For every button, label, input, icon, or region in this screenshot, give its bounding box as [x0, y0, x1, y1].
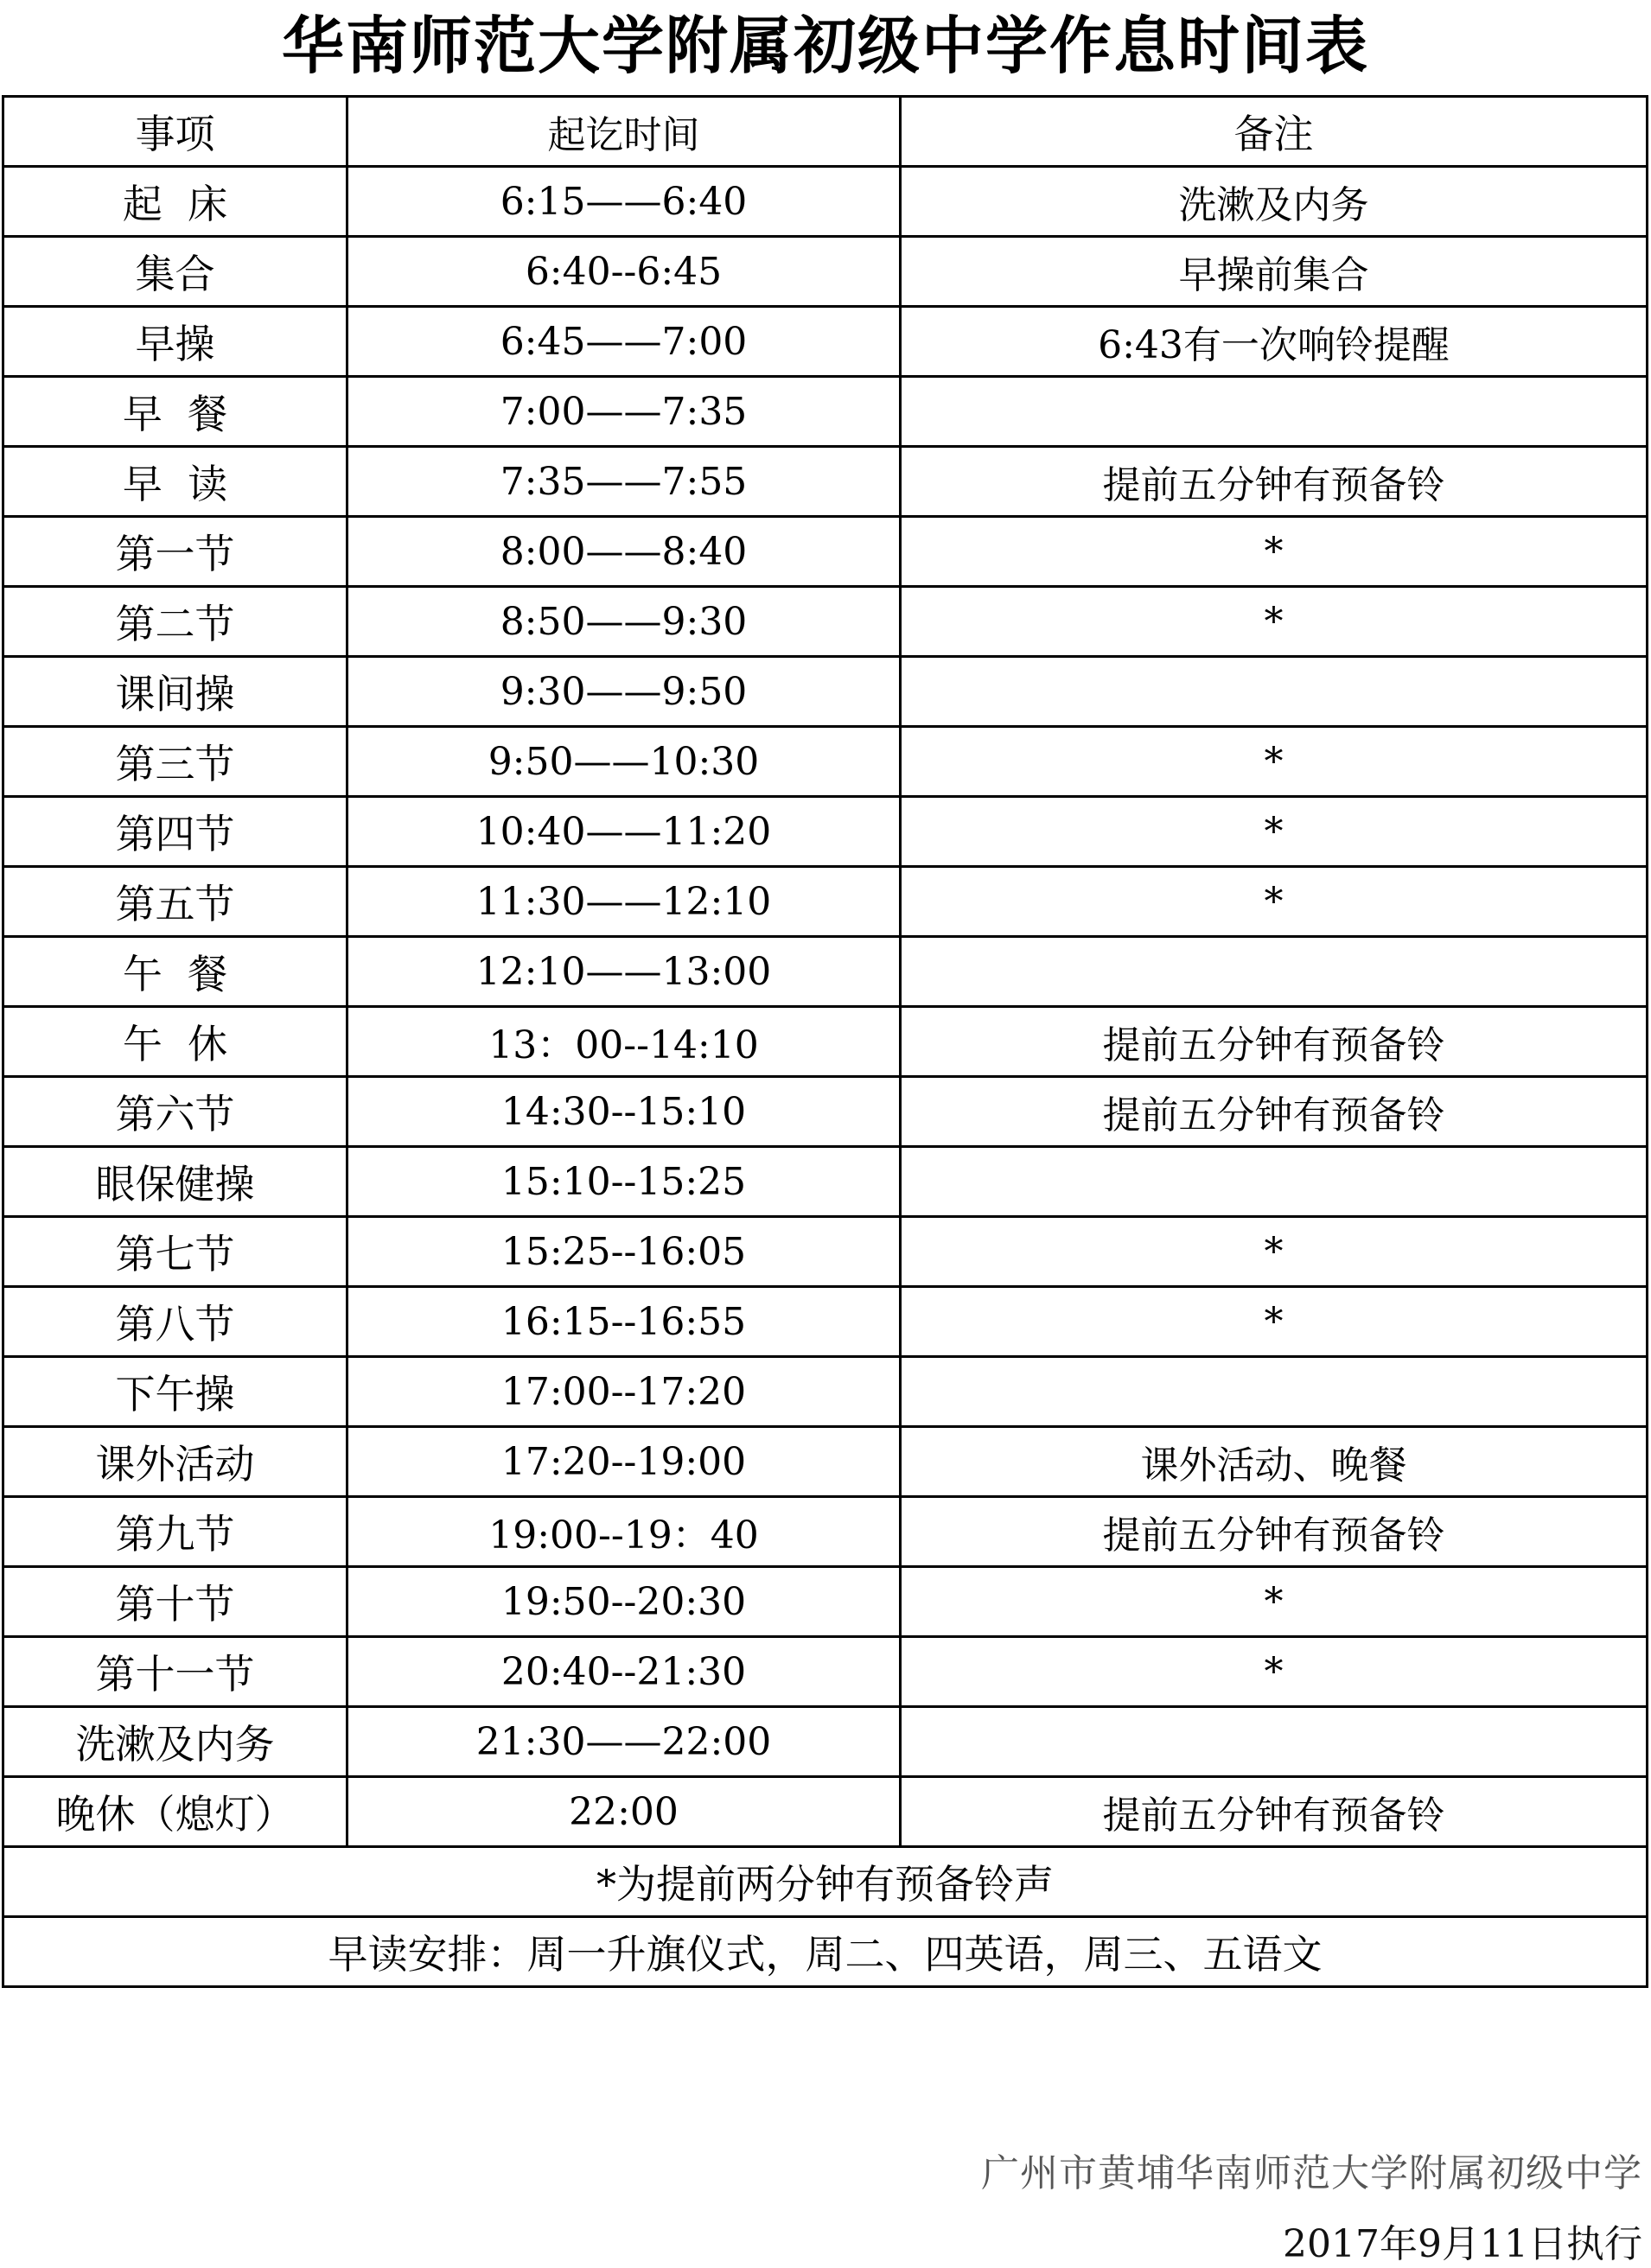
- table-header-row: [3, 97, 1648, 167]
- cell-time: 20:40--21:30: [347, 1637, 901, 1707]
- cell-note: 提前五分钟有预备铃: [901, 447, 1648, 517]
- cell-time: 8:50——9:30: [347, 587, 901, 657]
- cell-time: 7:35——7:55: [347, 447, 901, 517]
- header-item: 事项: [3, 97, 347, 167]
- cell-item: 第二节: [3, 587, 347, 657]
- footer-date: 2017年9月11日执行: [1283, 2222, 1642, 2266]
- table-row: [3, 1567, 1648, 1637]
- cell-note: 6:43有一次响铃提醒: [901, 307, 1648, 377]
- header-time: 起讫时间: [347, 97, 901, 167]
- table-row: [3, 797, 1648, 867]
- cell-item: 早 读: [3, 447, 347, 517]
- cell-item: 起 床: [3, 167, 347, 237]
- note-row: [3, 1917, 1648, 1987]
- note-row: [3, 1847, 1648, 1917]
- cell-time: 22:00: [347, 1777, 901, 1847]
- schedule-table: [2, 95, 1648, 1988]
- cell-note: [901, 1147, 1648, 1217]
- cell-note: *: [901, 1217, 1648, 1287]
- cell-note: 课外活动、晚餐: [901, 1427, 1648, 1497]
- cell-note: 提前五分钟有预备铃: [901, 1497, 1648, 1567]
- table-row: [3, 447, 1648, 517]
- cell-note: *: [901, 1287, 1648, 1357]
- cell-item: 午 餐: [3, 937, 347, 1007]
- cell-note: [901, 377, 1648, 447]
- cell-note: 提前五分钟有预备铃: [901, 1777, 1648, 1847]
- cell-time: 12:10——13:00: [347, 937, 901, 1007]
- cell-time: 8:00——8:40: [347, 517, 901, 587]
- cell-item: 午 休: [3, 1007, 347, 1077]
- cell-time: 10:40——11:20: [347, 797, 901, 867]
- cell-item: 早 餐: [3, 377, 347, 447]
- table-row: [3, 867, 1648, 937]
- cell-item: 第四节: [3, 797, 347, 867]
- cell-time: 17:20--19:00: [347, 1427, 901, 1497]
- cell-time: 16:15--16:55: [347, 1287, 901, 1357]
- cell-item: 晚休（熄灯）: [3, 1777, 347, 1847]
- cell-note: 提前五分钟有预备铃: [901, 1007, 1648, 1077]
- table-row: [3, 587, 1648, 657]
- cell-note: *: [901, 797, 1648, 867]
- cell-item: 第六节: [3, 1077, 347, 1147]
- table-row: [3, 1007, 1648, 1077]
- cell-note: *: [901, 1567, 1648, 1637]
- cell-note: *: [901, 587, 1648, 657]
- cell-item: 第八节: [3, 1287, 347, 1357]
- cell-time: 6:40--6:45: [347, 237, 901, 307]
- table-row: [3, 657, 1648, 727]
- cell-item: 课间操: [3, 657, 347, 727]
- cell-time: 15:10--15:25: [347, 1147, 901, 1217]
- cell-note: *: [901, 867, 1648, 937]
- table-row: [3, 1077, 1648, 1147]
- cell-note: 洗漱及内务: [901, 167, 1648, 237]
- cell-item: 洗漱及内务: [3, 1707, 347, 1777]
- table-row: [3, 1357, 1648, 1427]
- cell-time: 19:50--20:30: [347, 1567, 901, 1637]
- cell-item: 第七节: [3, 1217, 347, 1287]
- cell-time: 15:25--16:05: [347, 1217, 901, 1287]
- footer-school: 广州市黄埔华南师范大学附属初级中学: [981, 2151, 1642, 2195]
- table-row: [3, 1497, 1648, 1567]
- table-row: [3, 1287, 1648, 1357]
- table-row: [3, 937, 1648, 1007]
- cell-item: 下午操: [3, 1357, 347, 1427]
- cell-time: 17:00--17:20: [347, 1357, 901, 1427]
- cell-time: 13：00--14:10: [347, 1007, 901, 1077]
- table-row: [3, 1777, 1648, 1847]
- cell-item: 第十一节: [3, 1637, 347, 1707]
- cell-time: 7:00——7:35: [347, 377, 901, 447]
- cell-time: 14:30--15:10: [347, 1077, 901, 1147]
- cell-time: 9:30——9:50: [347, 657, 901, 727]
- cell-time: 19:00--19：40: [347, 1497, 901, 1567]
- cell-item: 第十节: [3, 1567, 347, 1637]
- table-row: [3, 727, 1648, 797]
- cell-time: 11:30——12:10: [347, 867, 901, 937]
- cell-item: 早操: [3, 307, 347, 377]
- cell-note: [901, 1357, 1648, 1427]
- cell-note: [901, 1707, 1648, 1777]
- table-row: [3, 1147, 1648, 1217]
- cell-time: 6:15——6:40: [347, 167, 901, 237]
- cell-note: 提前五分钟有预备铃: [901, 1077, 1648, 1147]
- cell-item: 第五节: [3, 867, 347, 937]
- cell-note: *: [901, 517, 1648, 587]
- table-row: [3, 1707, 1648, 1777]
- table-row: [3, 1637, 1648, 1707]
- page-title: 华南师范大学附属初级中学作息时间表: [281, 10, 1369, 82]
- table-row: [3, 377, 1648, 447]
- cell-time: 6:45——7:00: [347, 307, 901, 377]
- cell-item: 第三节: [3, 727, 347, 797]
- cell-note: *: [901, 1637, 1648, 1707]
- cell-item: 眼保健操: [3, 1147, 347, 1217]
- table-row: [3, 167, 1648, 237]
- note-prebell: *为提前两分钟有预备铃声: [3, 1847, 1648, 1917]
- cell-item: 集合: [3, 237, 347, 307]
- cell-time: 21:30——22:00: [347, 1707, 901, 1777]
- table-row: [3, 1427, 1648, 1497]
- header-note: 备注: [901, 97, 1648, 167]
- table-row: [3, 307, 1648, 377]
- cell-note: [901, 657, 1648, 727]
- cell-time: 9:50——10:30: [347, 727, 901, 797]
- cell-note: [901, 937, 1648, 1007]
- table-row: [3, 517, 1648, 587]
- cell-item: 第一节: [3, 517, 347, 587]
- cell-note: *: [901, 727, 1648, 797]
- cell-note: 早操前集合: [901, 237, 1648, 307]
- note-morning-reading: 早读安排：周一升旗仪式，周二、四英语，周三、五语文: [3, 1917, 1648, 1987]
- cell-item: 课外活动: [3, 1427, 347, 1497]
- table-row: [3, 1217, 1648, 1287]
- table-row: [3, 237, 1648, 307]
- cell-item: 第九节: [3, 1497, 347, 1567]
